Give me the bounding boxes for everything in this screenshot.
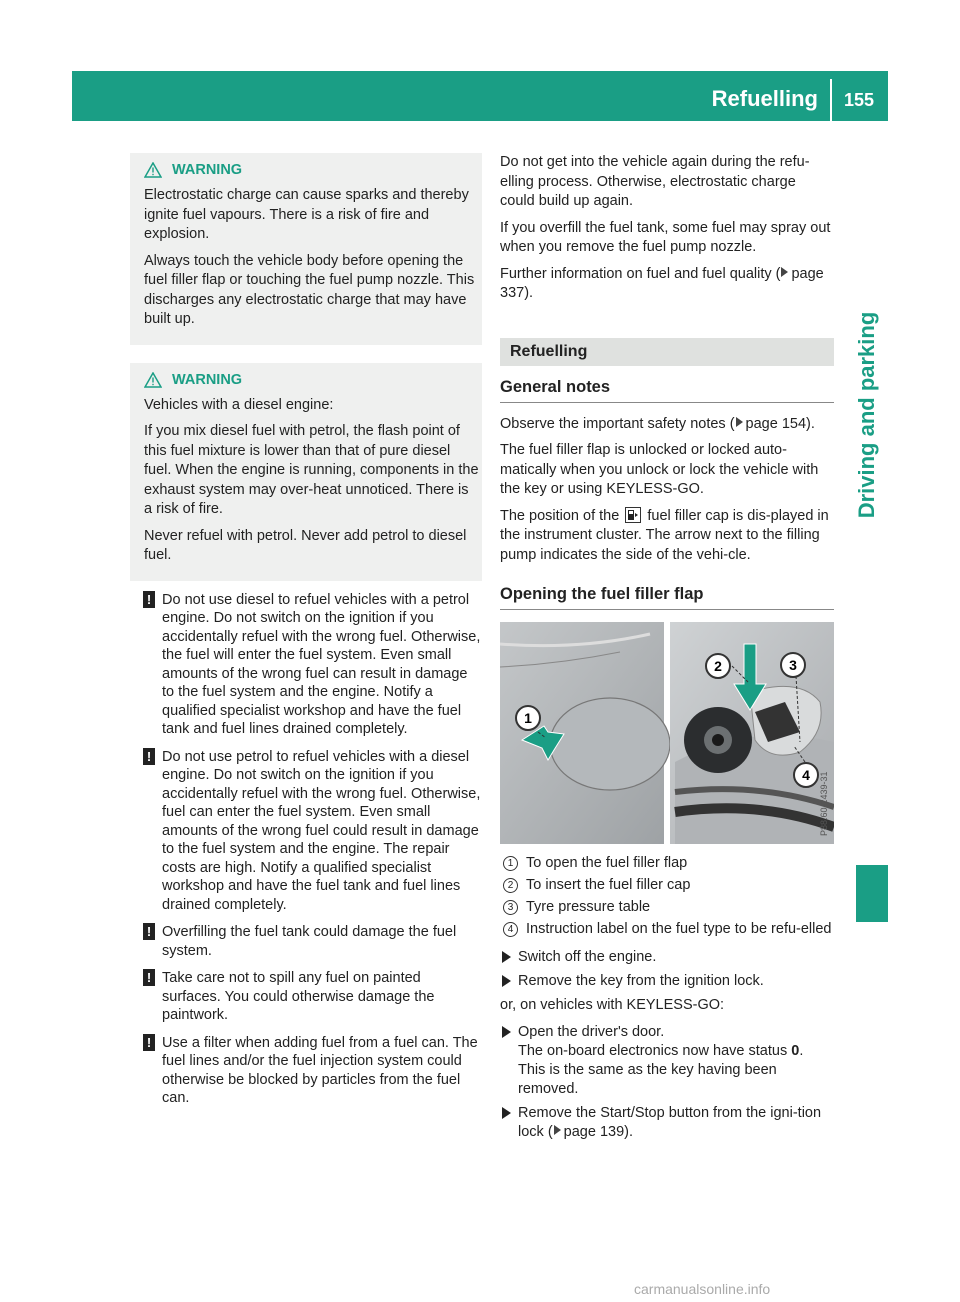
callout-2 xyxy=(706,654,730,678)
step-detail-text: This is the same as the key having been removed. xyxy=(518,1061,777,1097)
warning-text: If you mix diesel fuel with petrol, the flash point of this fuel mixture is lower than that of pure diesel fuel. When the engine is running, components in the exhaust system may over-heat unnoticed. There is a risk of fire. xyxy=(144,423,479,517)
step-detail-text: The on-board electronics now have status xyxy=(518,1042,788,1059)
warning-label: WARNING xyxy=(172,162,243,178)
step-item xyxy=(500,1023,834,1099)
status-value: 0 xyxy=(791,1042,800,1059)
page-reference-arrow-icon xyxy=(781,267,788,277)
legend-number: 2 xyxy=(503,878,518,893)
exclamation-icon: ! xyxy=(143,1034,155,1051)
right-column xyxy=(500,153,834,1147)
fuel-pump-icon xyxy=(625,507,641,523)
step-item xyxy=(500,948,834,967)
side-tab xyxy=(843,300,891,530)
page-reference-link[interactable]: page 337). xyxy=(500,265,824,301)
note-item xyxy=(144,1034,482,1108)
general-notes-text: The position of the xyxy=(500,507,620,524)
legend-item xyxy=(500,876,834,894)
note-text: Do not use petrol to refuel vehicles with a diesel engine. Do not switch on the ignition if you accidentally refuel with the wrong fuel. Otherwise, fuel can enter the fuel system. Even small amounts of the wrong fuel could result in damage to the fuel system and the engine. The repair costs are high. Notify a qualified specialist workshop and have the fuel tank and fuel lines drained completely. xyxy=(162,748,481,913)
page-number: 155 xyxy=(843,90,874,110)
page-reference-link[interactable]: page 154). xyxy=(745,415,815,432)
step-arrow-icon xyxy=(502,975,511,987)
note-text: Overfilling the fuel tank could damage the fuel system. xyxy=(162,924,457,959)
note-item xyxy=(144,969,482,1025)
warning-triangle-icon xyxy=(144,162,162,178)
intro-paragraph: Do not get into the vehicle again during the refu-elling process. Otherwise, electrostatic charge could build up again. xyxy=(500,154,810,209)
step-arrow-icon xyxy=(502,1107,511,1119)
svg-text:4: 4 xyxy=(802,767,810,783)
warning-label: WARNING xyxy=(172,371,243,388)
warning-heading xyxy=(144,158,480,182)
warning-text: Never refuel with petrol. Never add petrol to diesel fuel. xyxy=(144,527,467,563)
side-tab-marker xyxy=(856,865,888,922)
step-text: Open the driver's door. xyxy=(518,1023,665,1040)
figure-code: P88.60-2439-31 xyxy=(819,771,829,836)
svg-text:3: 3 xyxy=(789,657,797,673)
step-item xyxy=(500,1104,834,1142)
warning-text: Vehicles with a diesel engine: xyxy=(144,396,334,413)
legend-number: 3 xyxy=(503,900,518,915)
warning-heading xyxy=(144,368,480,392)
svg-text:1: 1 xyxy=(524,710,532,726)
header-title: Refuelling xyxy=(711,86,818,111)
intro-text: Further information on fuel and fuel quality ( xyxy=(500,265,781,282)
legend-text: To open the fuel filler flap xyxy=(526,855,688,871)
page-reference-arrow-icon xyxy=(736,417,743,427)
step-text: Switch off the engine. xyxy=(518,949,657,965)
fuel-filler-figure xyxy=(500,622,834,844)
header-bar xyxy=(72,71,888,121)
callout-4 xyxy=(794,763,818,787)
header-separator xyxy=(830,79,832,121)
intro-paragraph xyxy=(500,265,834,304)
intro-paragraph: If you overfill the fuel tank, some fuel may spray out when you remove the fuel pump nozzle. xyxy=(500,219,831,255)
subsection-title-opening: Opening the fuel filler flap xyxy=(500,583,834,610)
callout-3 xyxy=(781,653,805,677)
legend-text: To insert the fuel filler cap xyxy=(526,877,691,893)
warning-text: Always touch the vehicle body before opening the fuel filler flap or touching the fuel pump nozzle. This discharges any electrostatic charge that may have built up. xyxy=(144,252,475,327)
page-reference-link[interactable]: page 139). xyxy=(563,1123,633,1140)
step-text: Remove the Start/Stop button from the igni-tion lock ( xyxy=(518,1104,822,1140)
side-tab-label: Driving and parking xyxy=(854,311,879,519)
note-item xyxy=(144,923,482,960)
legend-item xyxy=(500,854,834,872)
callout-1 xyxy=(516,706,540,730)
step-detail: The on-board electronics now have status 0. xyxy=(518,1042,804,1059)
general-notes-paragraph xyxy=(500,507,834,566)
step-arrow-icon xyxy=(502,951,511,963)
fuel-filler-illustration xyxy=(500,622,834,844)
exclamation-icon: ! xyxy=(143,591,155,608)
exclamation-icon: ! xyxy=(143,969,155,986)
legend-text: Tyre pressure table xyxy=(526,899,651,915)
general-notes-paragraph: The fuel filler flap is unlocked or locked auto-matically when you unlock or lock the vehicle with the key or using KEYLESS-GO. xyxy=(500,442,819,497)
legend-item xyxy=(500,920,834,938)
general-notes-paragraph xyxy=(500,415,834,435)
step-text: Remove the key from the ignition lock. xyxy=(518,973,764,989)
warning-box-diesel xyxy=(130,363,482,581)
general-notes-text: Observe the important safety notes ( xyxy=(500,415,735,432)
note-item xyxy=(144,748,482,915)
page-reference-arrow-icon xyxy=(554,1125,561,1135)
exclamation-icon: ! xyxy=(143,923,155,940)
section-title: Refuelling xyxy=(500,338,834,366)
warning-box-electrostatic xyxy=(130,153,482,345)
general-notes-text: fuel filler cap is dis-played in the instrument cluster. The arrow next to the filling pump indicates the side of the vehi-cle. xyxy=(500,507,829,563)
step-item xyxy=(500,972,834,991)
left-column xyxy=(144,153,482,1117)
exclamation-icon: ! xyxy=(143,748,155,765)
legend-number: 1 xyxy=(503,856,518,871)
watermark: carmanualsonline.info xyxy=(634,1281,771,1297)
warning-triangle-icon xyxy=(144,372,162,388)
warning-text: Electrostatic charge can cause sparks and thereby ignite fuel vapours. There is a risk of fire and explosion. xyxy=(144,187,469,242)
step-arrow-icon xyxy=(502,1026,511,1038)
svg-text:2: 2 xyxy=(714,658,722,674)
legend-number: 4 xyxy=(503,922,518,937)
note-text: Use a filter when adding fuel from a fuel can. The fuel lines and/or the fuel injection system could otherwise be blocked by particles from the fuel can. xyxy=(162,1034,478,1106)
or-text: or, on vehicles with KEYLESS-GO: xyxy=(500,997,725,1013)
note-text: Take care not to spill any fuel on painted surfaces. You could otherwise damage the paintwork. xyxy=(162,970,435,1023)
note-item xyxy=(144,591,482,739)
note-text: Do not use diesel to refuel vehicles with a petrol engine. Do not switch on the ignition if you accidentally refuel with the wrong fuel. Otherwise, the fuel will enter the fuel system. Even small amounts of the wrong fuel can result in damage to the fuel system and the engine. Notify a qualified specialist workshop and have the fuel tank and fuel lines drained completely. xyxy=(162,591,481,737)
legend-text: Instruction label on the fuel type to be refu-elled xyxy=(526,921,832,937)
subsection-title-general-notes: General notes xyxy=(500,376,834,403)
legend-item xyxy=(500,898,834,916)
